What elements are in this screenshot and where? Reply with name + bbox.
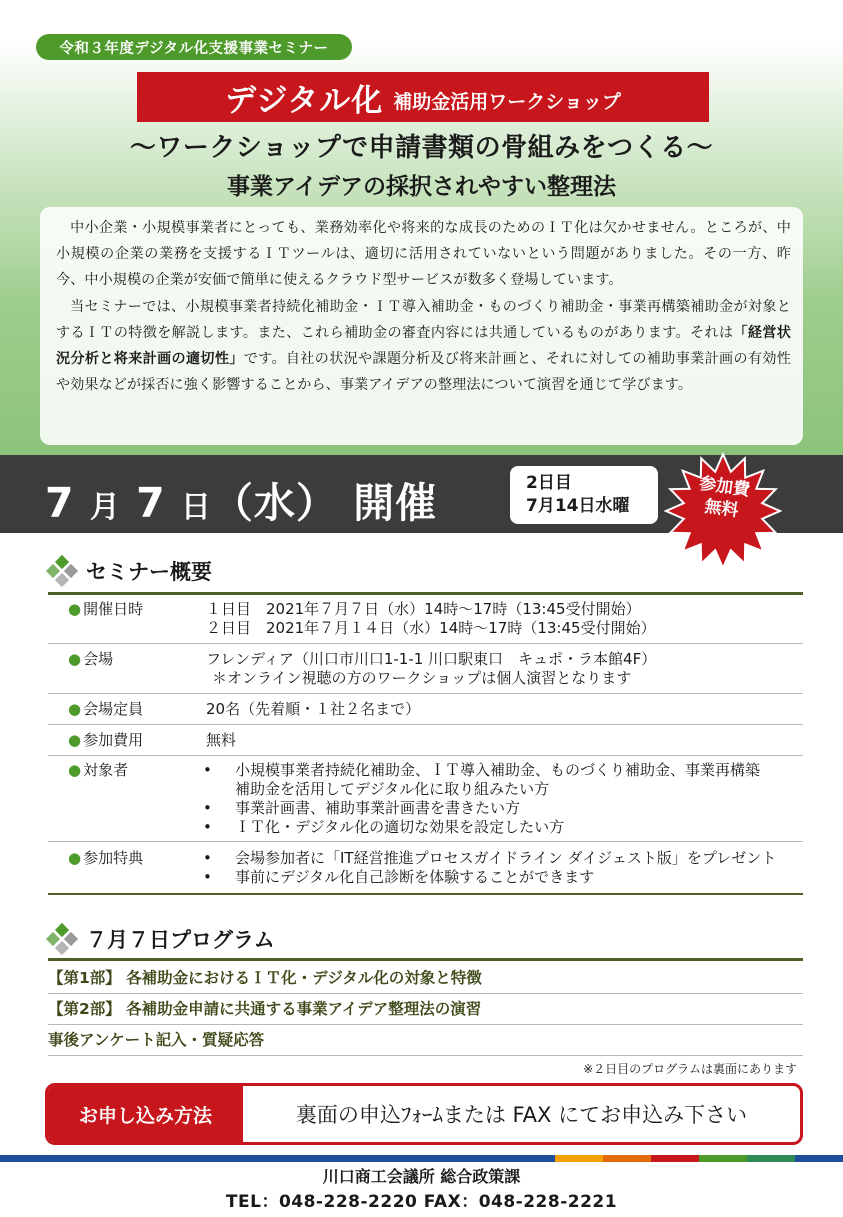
fee-badge-line2: 無料: [703, 496, 740, 522]
diamond-cluster-icon: [48, 557, 76, 585]
day2-date: 7月14日水曜: [526, 496, 630, 516]
intro-emphasis: 「経営状況分析と将来計画の適切性」: [56, 324, 791, 368]
target-item-1: [203, 761, 760, 799]
target-item-2: • 事業計画書、補助事業計画書を書きたい方: [203, 799, 760, 818]
banner-sub-title: 補助金活用ワークショップ: [393, 90, 621, 113]
info-row-benefit: [48, 849, 803, 893]
target-list: [203, 761, 760, 837]
event-month: 7: [45, 479, 75, 527]
day2-label: 2日目: [526, 473, 572, 493]
apply-text: 裏面の申込ﾌｫｰﾑまたは FAX にてお申込み下さい: [295, 1103, 748, 1127]
program-item-2: 【第2部】 各補助金申請に共通する事業アイデア整理法の演習: [48, 997, 803, 1025]
overview-rule: [48, 592, 803, 595]
info-row-date: [48, 600, 803, 644]
capacity-label: ● 会場定員: [68, 700, 143, 719]
program-heading-text: ７月７日プログラム: [86, 928, 275, 952]
subtitle-primary: ～ワークショップで申請書類の骨組みをつくる～: [129, 133, 714, 163]
event-month-unit: 月: [89, 490, 121, 525]
fee-label: ● 参加費用: [68, 731, 143, 750]
intro-paragraph-2: [56, 294, 791, 399]
venue-line-2: ＊オンライン視聴の方のワークショップは個人演習となります: [212, 669, 632, 687]
target-item-1-text: 小規模事業者持続化補助金、ＩＴ導入補助金、ものづくり補助金、事業再構築: [235, 761, 761, 779]
benefit-item-1: • 会場参加者に「IT経営推進プロセスガイドライン ダイジェスト版」をプレゼント: [203, 849, 776, 868]
intro-box: [40, 207, 803, 445]
overview-heading-text: セミナー概要: [86, 560, 212, 584]
fee-value: 無料: [206, 731, 237, 749]
info-row-fee: [48, 731, 803, 756]
event-day: 7: [136, 479, 166, 527]
event-weekday: （水）: [211, 479, 338, 527]
subtitle-secondary: 事業アイデアの採択されやすい整理法: [227, 174, 616, 200]
target-label: ● 対象者: [68, 761, 128, 780]
title-banner: [137, 72, 709, 122]
capacity-value: 20名（先着順・１社２名まで）: [206, 700, 421, 718]
event-held: 開催: [353, 479, 438, 527]
venue-values: [206, 650, 656, 688]
target-item-1-continued: 補助金を活用してデジタル化に取り組みたい方: [235, 780, 550, 798]
fee-badge-line1: 参加費: [697, 473, 752, 501]
venue-line-1: フレンディア（川口市川口1-1-1 川口駅東口 キュポ・ラ本館4F）: [206, 650, 657, 668]
info-row-target: [48, 761, 803, 842]
day2-box: [510, 466, 658, 524]
venue-label: ● 会場: [68, 650, 113, 669]
overview-heading: [48, 556, 212, 586]
footer-organization: 川口商工会議所 総合政策課: [322, 1167, 521, 1186]
info-row-venue: [48, 650, 803, 694]
date-line-1: １日目 2021年７月７日（水）14時～17時（13:45受付開始）: [206, 600, 641, 618]
date-label: ● 開催日時: [68, 600, 143, 619]
date-values: [206, 600, 656, 638]
event-date: [45, 470, 437, 529]
intro-paragraph-1: 中小企業・小規模事業者にとっても、業務効率化や将来的な成長のためのＩＴ化は欠かせません。ところが、中小規模の企業の業務を支援するＩＴツールは、適切に活用されていないという問題がありました。その一方、昨今、中小規模の企業が安価で簡単に使えるクラウド型サービスが数多く登場しています。: [56, 220, 791, 289]
program-item-3: 事後アンケート記入・質疑応答: [48, 1028, 803, 1056]
program-heading: [48, 924, 275, 954]
footer-contact: TEL：048-228-2220 FAX：048-228-2221: [225, 1192, 618, 1212]
program-note: ※２日目のプログラムは裏面にあります: [583, 1062, 797, 1076]
benefit-label: ● 参加特典: [68, 849, 143, 868]
diamond-cluster-icon: [48, 925, 76, 953]
intro-paragraph-2-start: 当セミナーでは、小規模事業者持続化補助金・ＩＴ導入補助金・ものづくり補助金・事業再構築補助金が対象とするＩＴの特徴を解説します。また、これら補助金の審査内容には共通しているものがあります。それは: [56, 298, 791, 341]
program-rule: [48, 958, 803, 961]
overview-bottom-rule: [48, 893, 803, 895]
event-day-unit: 日: [180, 490, 212, 525]
intro-paragraph-2-end: です。自社の状況や課題分析及び将来計画と、それに対しての補助事業計画の有効性や効果などが採否に強く影響することから、事業アイデアの整理法について演習を通じて学びます。: [56, 351, 791, 394]
target-item-3: • ＩＴ化・デジタル化の適切な効果を設定したい方: [203, 818, 760, 837]
banner-main-title: デジタル化: [225, 82, 384, 119]
program-item-1: 【第1部】 各補助金におけるＩＴ化・デジタル化の対象と特徴: [48, 966, 803, 994]
benefit-item-2: • 事前にデジタル化自己診断を体験することができます: [203, 868, 776, 887]
apply-box: [45, 1083, 803, 1145]
benefit-list: [203, 849, 776, 887]
series-badge: 令和３年度デジタル化支援事業セミナー: [36, 34, 352, 60]
color-strip: [0, 1155, 843, 1162]
date-line-2: ２日目 2021年７月１４日（水）14時～17時（13:45受付開始）: [206, 619, 656, 637]
apply-label: お申し込み方法: [48, 1086, 243, 1142]
info-row-capacity: [48, 700, 803, 725]
